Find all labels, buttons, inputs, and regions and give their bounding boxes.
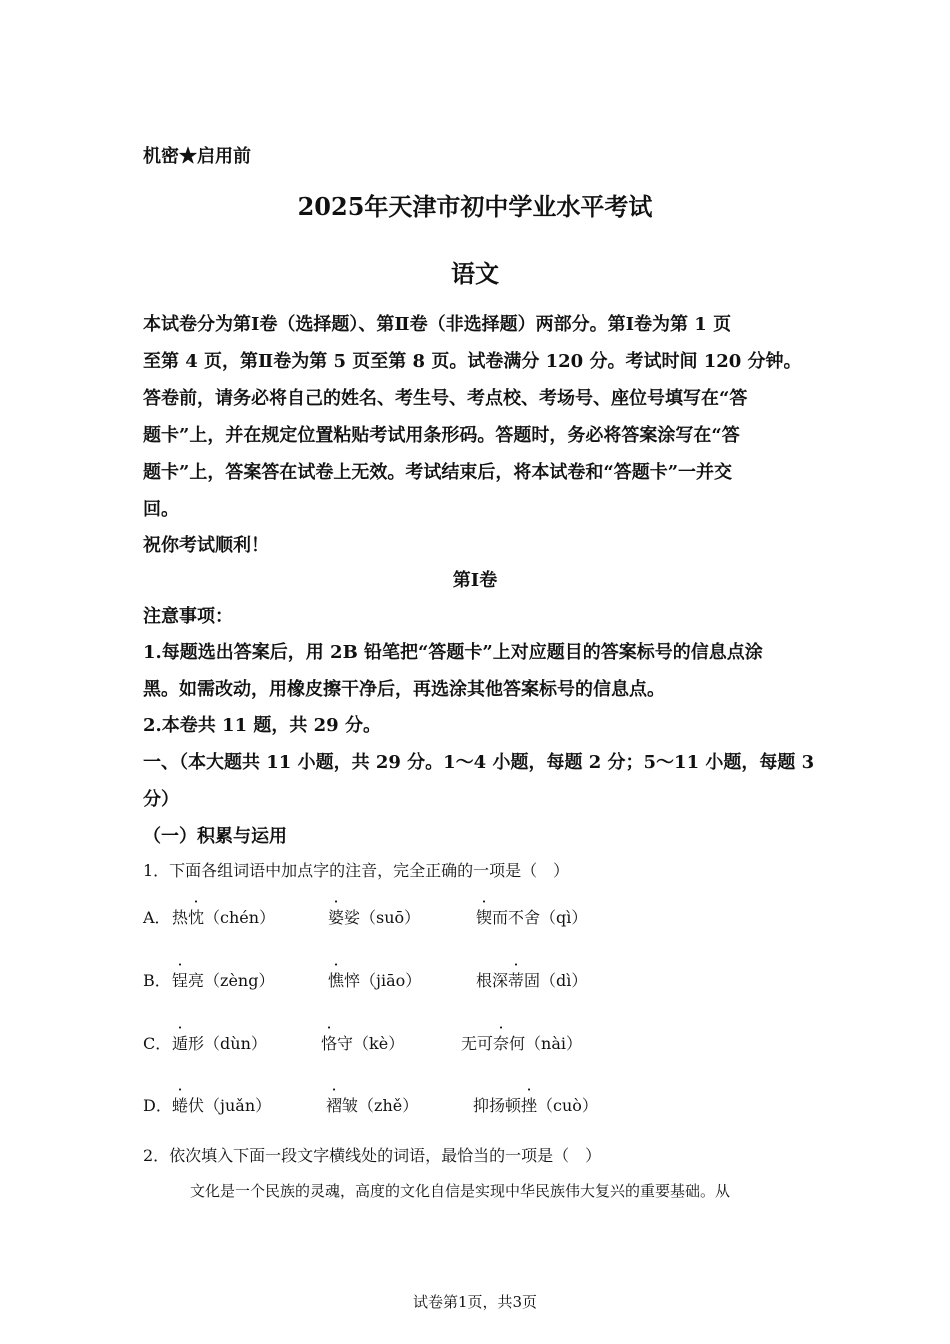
subsection-heading: （一）积累与运用 <box>143 826 287 847</box>
page-footer: 试卷第1页，共3页 <box>412 1293 538 1311</box>
instructions-line: 题卡”上，并在规定位置粘贴考试用条形码。答题时，务必将答案涂写在“答 <box>143 425 740 446</box>
section-line: 一、（本大题共 11 小题，共 29 分。1～4 小题，每题 2 分；5～11 小题，每题 3 <box>143 752 815 773</box>
instructions-line: 本试卷分为第Ⅰ卷（选择题）、第Ⅱ卷（非选择题）两部分。第Ⅰ卷为第 1 页 <box>143 314 732 335</box>
option-a-word-2: 婆娑（suō） <box>328 908 421 927</box>
option-c-word-3: 无可奈何（nài） <box>461 1034 583 1053</box>
option-d <box>143 1093 172 1116</box>
option-label: B． <box>143 971 171 990</box>
instructions-line: 题卡”上，答案答在试卷上无效。考试结束后，将本试卷和“答题卡”一并交 <box>143 462 733 483</box>
option-b-word-2: 憔悴（jiāo） <box>328 971 422 990</box>
option-label: D． <box>143 1096 172 1115</box>
option-c <box>143 1031 171 1054</box>
option-b <box>143 968 171 991</box>
passage-text: 文化是一个民族的灵魂，高度的文化自信是实现中华民族伟大复兴的重要基础。从 <box>190 1182 731 1200</box>
option-d-word-2: 褶皱（zhě） <box>326 1096 419 1115</box>
question-stem: 2．依次填入下面一段文字横线处的词语，最恰当的一项是（ ） <box>143 1146 602 1165</box>
option-d-word-3: 抑扬顿挫（cuò） <box>473 1096 598 1115</box>
question-stem: 1．下面各组词语中加点字的注音，完全正确的一项是（ ） <box>143 861 570 880</box>
option-c-word-1: 遁形（dùn） <box>172 1034 267 1053</box>
option-a <box>143 905 171 928</box>
subject-title: 语文 <box>451 259 499 288</box>
instructions-line: 答卷前，请务必将自己的姓名、考生号、考点校、考场号、座位号填写在“答 <box>143 388 748 409</box>
volume-heading: 第Ⅰ卷 <box>452 570 498 591</box>
note-line: 2.本卷共 11 题，共 29 分。 <box>143 715 381 736</box>
note-line: 黑。如需改动，用橡皮擦干净后，再选涂其他答案标号的信息点。 <box>143 679 665 700</box>
section-line: 分） <box>143 789 179 810</box>
secret-label: 机密★启用前 <box>143 146 251 167</box>
wish-text: 祝你考试顺利！ <box>143 535 269 556</box>
option-b-word-3: 根深蒂固（dì） <box>476 971 588 990</box>
instructions-line: 回。 <box>143 499 179 520</box>
instructions-line: 至第 4 页，第Ⅱ卷为第 5 页至第 8 页。试卷满分 120 分。考试时间 120 分钟。 <box>143 351 802 372</box>
option-c-word-2: 恪守（kè） <box>321 1034 405 1053</box>
note-line: 1.每题选出答案后，用 2B 铅笔把“答题卡”上对应题目的答案标号的信息点涂 <box>143 642 763 663</box>
option-a-word-3: 锲而不舍（qì） <box>476 908 588 927</box>
option-label: C． <box>143 1034 172 1053</box>
option-d-word-1: 蜷伏（juǎn） <box>172 1096 272 1115</box>
option-a-word-1: 热忱（chén） <box>172 908 276 927</box>
option-b-word-1: 锃亮（zèng） <box>172 971 275 990</box>
exam-title: 2025年天津市初中学业水平考试 <box>297 192 653 221</box>
option-label: A． <box>143 908 171 927</box>
notes-heading: 注意事项： <box>143 606 233 627</box>
